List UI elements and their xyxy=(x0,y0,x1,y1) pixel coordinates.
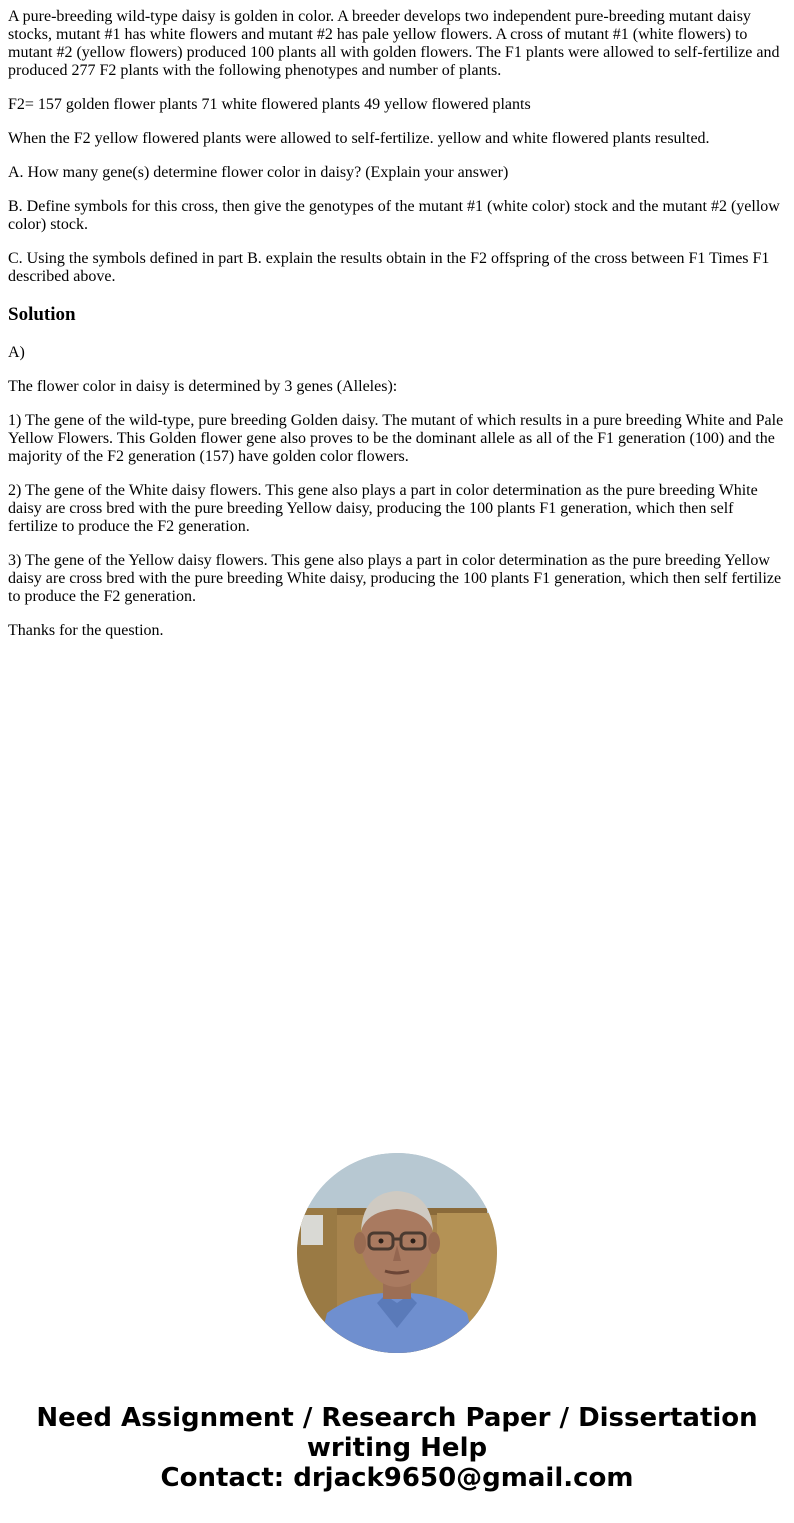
solution-point-1: 1) The gene of the wild-type, pure breeding Golden daisy. The mutant of which results in a pure breeding White and Pale Yellow Flowers. This Golden flower gene also proves to be the dominant allele as all of the F1 generation (100) and the majority of the F2 generation (157) have golden color flowers. xyxy=(8,412,784,465)
solution-heading: Solution xyxy=(8,304,76,325)
f2-yellow-note: When the F2 yellow flowered plants were allowed to self-fertilize. yellow and white flowered plants resulted. xyxy=(8,130,710,147)
solution-summary: The flower color in daisy is determined by 3 genes (Alleles): xyxy=(8,378,398,395)
footer-contact-email: Contact: drjack9650@gmail.com xyxy=(160,1463,634,1493)
solution-label-a: A) xyxy=(8,344,25,361)
footer-contact xyxy=(0,1403,794,1493)
document-body xyxy=(8,0,786,656)
solution-closing: Thanks for the question. xyxy=(8,622,164,639)
solution-point-2: 2) The gene of the White daisy flowers. This gene also plays a part in color determination as the pure breeding White daisy are cross bred with the pure breeding Yellow daisy, producing the 100 plants F1 generation, which then self fertilize to produce the F2 generation. xyxy=(8,482,758,535)
question-intro: A pure-breeding wild-type daisy is golden in color. A breeder develops two independent pure-breeding mutant daisy stocks, mutant #1 has white flowers and mutant #2 has pale yellow flowers. A cross of mutant #1 (white flowers) to mutant #2 (yellow flowers) produced 100 plants all with golden flowers. The F1 plants were allowed to self-fertilize and produced 277 F2 plants with the following phenotypes and number of plants. xyxy=(8,8,780,79)
footer-line-2: writing Help xyxy=(306,1433,488,1463)
question-part-a: A. How many gene(s) determine flower color in daisy? (Explain your answer) xyxy=(8,164,509,181)
author-avatar xyxy=(297,1153,497,1353)
f2-counts: F2= 157 golden flower plants 71 white flowered plants 49 yellow flowered plants xyxy=(8,96,531,113)
footer-line-1: Need Assignment / Research Paper / Dissertation xyxy=(36,1403,758,1433)
solution-point-3: 3) The gene of the Yellow daisy flowers. This gene also plays a part in color determination as the pure breeding Yellow daisy are cross bred with the pure breeding White daisy, producing the 100 plants F1 generation, which then self fertilize to produce the F2 generation. xyxy=(8,552,782,605)
question-part-b: B. Define symbols for this cross, then give the genotypes of the mutant #1 (white color) stock and the mutant #2 (yellow color) stock. xyxy=(8,198,780,233)
person-portrait-icon xyxy=(297,1153,497,1353)
question-part-c: C. Using the symbols defined in part B. explain the results obtain in the F2 offspring of the cross between F1 Times F1 described above. xyxy=(8,250,770,285)
